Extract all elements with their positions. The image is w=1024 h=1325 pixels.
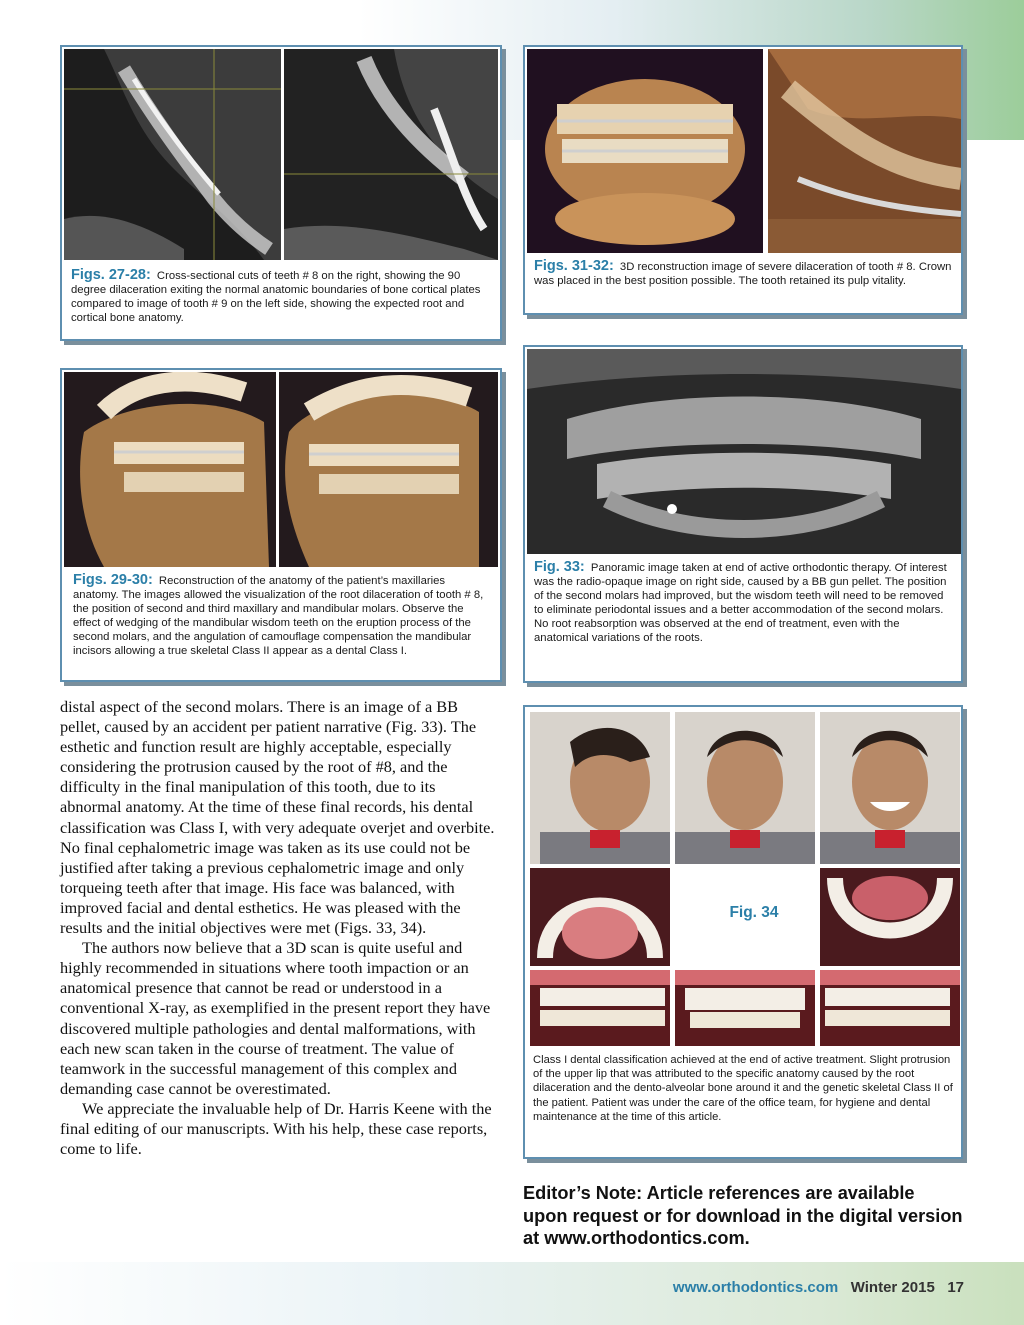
figure-label: Figs. 27-28:: [71, 267, 151, 283]
panoramic-xray-image: [527, 349, 961, 554]
caption-figs-27-28: [71, 268, 491, 325]
frontal-photo: [675, 712, 815, 864]
body-paragraph-2: The authors now believe that a 3D scan is quite useful and highly recommended in situations where tooth impaction or an anatomical presence that cannot be read or understood in a conventional X-ray, as exemplified in the present report they have discovered multiple pathologies and dental malformations, with each new scan taken in the course of treatment. The value of teamwork in the successful management of this complex and demanding case cannot be overestimated.: [60, 938, 491, 1098]
figure-panel-29-30: [60, 368, 502, 682]
body-paragraph-3: We appreciate the invaluable help of Dr. Harris Keene with the final editing of our manuscripts. With his help, these case reports, come to life.: [60, 1098, 492, 1159]
page-footer: [560, 1279, 964, 1296]
upper-occlusal-photo: [530, 868, 670, 966]
caption-text: Reconstruction of the anatomy of the patient’s maxillaries anatomy. The images allowed the visualization of the root dilaceration of tooth # 8, the position of second and third maxillary and mandibular molars. Observe the effect of wedging of the mandibular wisdom teeth on the eruption process of the second molars, and the angulation of camouflage compensation the mandibular incisors allowing a true skeletal Class II appear as a dental Class I.: [73, 575, 484, 658]
front-bite-photo: [675, 970, 815, 1046]
footer-issue: Winter 2015: [850, 1279, 935, 1296]
caption-figs-31-32: [534, 259, 954, 288]
footer-url[interactable]: www.orthodontics.com: [672, 1279, 839, 1296]
caption-figs-29-30: [73, 573, 491, 659]
right-bite-photo: [530, 970, 670, 1046]
smile-photo: [820, 712, 960, 864]
article-body: [60, 697, 500, 1159]
body-paragraph-1: distal aspect of the second molars. There is an image of a BB pellet, caused by an accident per patient narrative (Fig. 33). The esthetic and function result are highly acceptable, especially considering the protrusion caused by the root of #8, and the difficulty in the final manipulation of this tooth, due to its abnormal anatomy. At the time of these final records, his dental classification was Class I, with very adequate overjet and overbite. No final cephalometric image was taken as its use could not be justified after taking a previous cephalometric image and only torqueing teeth after that image. His face was balanced, with improved facial and dental esthetics. He was pleased with the results and the initial objectives were met (Figs. 33, 34).: [60, 697, 495, 938]
page-number: 17: [947, 1279, 964, 1296]
lower-occlusal-photo: [820, 868, 960, 966]
figure-panel-31-32: [523, 45, 963, 315]
3d-reconstruction-front-image: [527, 49, 763, 253]
figure-label: Fig. 33:: [534, 559, 585, 575]
ct-scan-image-tooth-8: [284, 49, 498, 260]
caption-fig-34: [533, 1053, 957, 1124]
profile-photo: [530, 712, 670, 864]
figure-label: Figs. 31-32:: [534, 258, 614, 274]
left-bite-photo: [820, 970, 960, 1046]
figure-panel-27-28: [60, 45, 502, 341]
caption-text: Class I dental classification achieved at the end of active treatment. Slight protrusion of the upper lip that was attributed to the specific anatomy caused by the root dilaceration and the dento-alveolar bone around it and the genetic skeletal Class II of the patient. Patient was under the care of the office team, for hygiene and dental maintenance at the time of this article.: [533, 1054, 953, 1123]
figure-panel-34: [523, 705, 963, 1159]
3d-reconstruction-left-image: [64, 372, 276, 567]
3d-reconstruction-right-image: [279, 372, 498, 567]
editors-note: Editor’s Note: Article references are available upon request or for download in the digital version at www.orthodontics.com.: [523, 1183, 963, 1248]
figure-panel-33: [523, 345, 963, 683]
figure-label-34: Fig. 34: [729, 904, 779, 921]
caption-text: Cross-sectional cuts of teeth # 8 on the right, showing the 90 degree dilaceration exiting the normal anatomic boundaries of bone cortical plates compared to image of tooth # 9 on the left side, showing the expected root and cortical bone anatomy.: [71, 270, 481, 325]
ct-scan-image-tooth-9: [64, 49, 281, 260]
caption-fig-33: [534, 560, 954, 646]
caption-text: 3D reconstruction image of severe dilaceration of tooth # 8. Crown was placed in the best position possible. The tooth retained its pulp vitality.: [534, 261, 952, 288]
3d-reconstruction-side-image: [768, 49, 961, 253]
caption-text: Panoramic image taken at end of active orthodontic therapy. Of interest was the radio-opaque image on right side, caused by a BB gun pellet. The position of the second molars had improved, but the wisdom teeth will need to be removed to eliminate periodontal issues and a better accommodation of the second molars. No root reabsorption was observed at the end of treatment, even with the anatomical variations of the roots.: [534, 562, 947, 645]
figure-label: Figs. 29-30:: [73, 572, 153, 588]
